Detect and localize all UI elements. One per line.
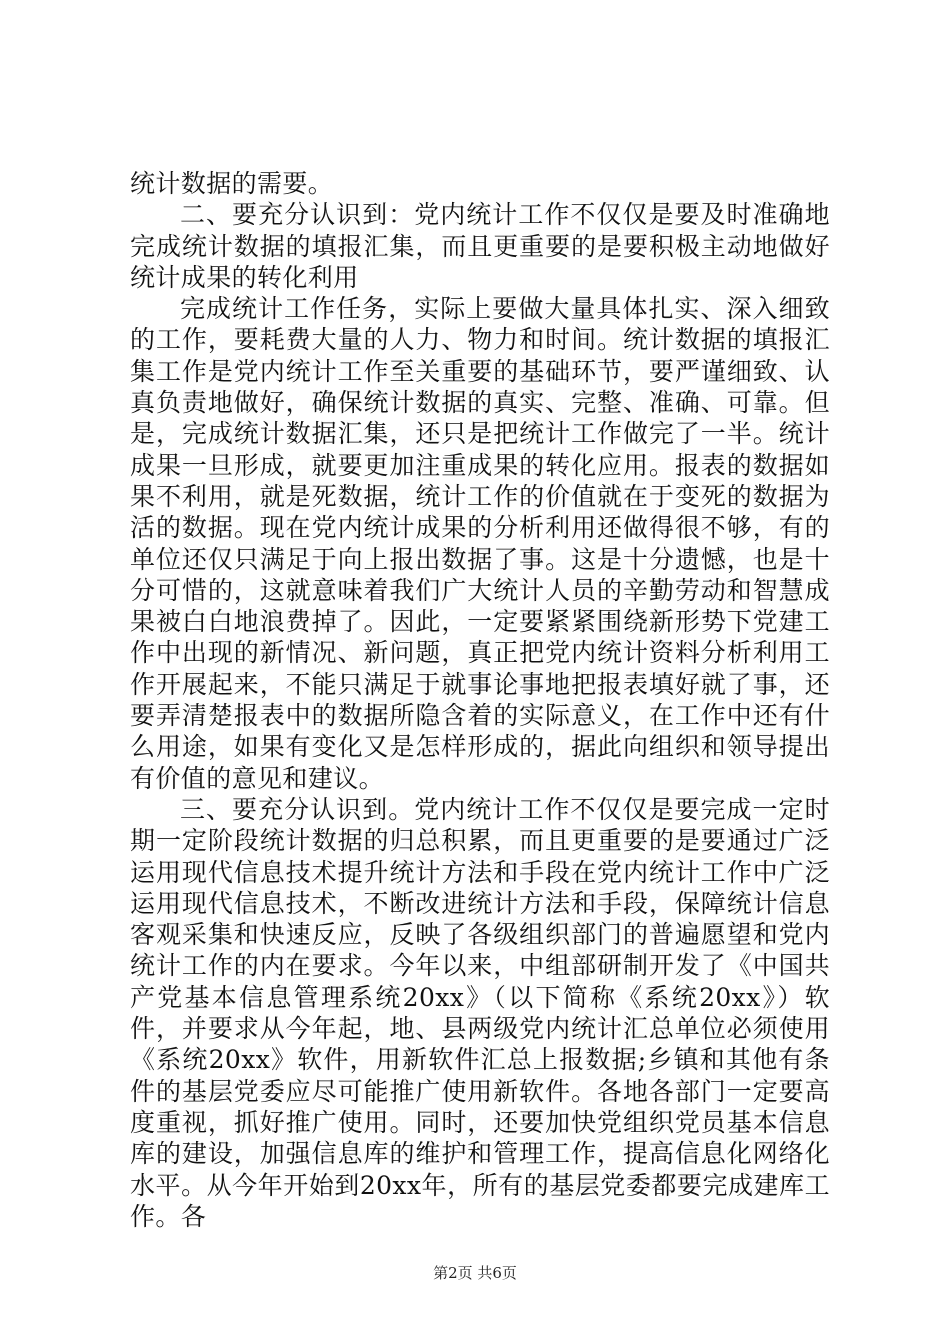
paragraph-section-three: 三、要充分认识到。党内统计工作不仅仅是要完成一定时期一定阶段统计数据的归总积累，而且更重要的是要通过广泛运用现代信息技术提升统计方法和手段在党内统计工作中广泛运用现代信息技术，不断改进统计方法和手段，保障统计信息客观采集和快速反应，反映了各级组织部门的普遍愿望和党内统计工作的内在要求。今年以来，中组部研制开发了《中国共产党基本信息管理系统20xx》（以下简称《系统20xx》）软件，并要求从今年起，地、县两级党内统计汇总单位必须使用《系统20xx》软件，用新软件汇总上报数据;乡镇和其他有条件的基层党委应尽可能推广使用新软件。各地各部门一定要高度重视，抓好推广使用。同时，还要加快党组织党员基本信息库的建设，加强信息库的维护和管理工作，提高信息化网络化水平。从今年开始到20xx年，所有的基层党委都要完成建库工作。各 xyxy=(130,794,830,1231)
paragraph-section-two-heading: 二、要充分认识到：党内统计工作不仅仅是要及时准确地完成统计数据的填报汇集，而且更重要的是要积极主动地做好统计成果的转化利用 xyxy=(130,200,830,292)
paragraph-continuation: 统计数据的需要。 xyxy=(130,169,334,198)
paragraph-section-two-body: 完成统计工作任务，实际上要做大量具体扎实、深入细致的工作，要耗费大量的人力、物力和时间。统计数据的填报汇集工作是党内统计工作至关重要的基础环节，要严谨细致、认真负责地做好，确保统计数据的真实、完整、准确、可靠。但是，完成统计数据汇集，还只是把统计工作做完了一半。统计成果一旦形成，就要更加注重成果的转化应用。报表的数据如果不利用，就是死数据，统计工作的价值就在于变死的数据为活的数据。现在党内统计成果的分析利用还做得很不够，有的单位还仅只满足于向上报出数据了事。这是十分遗憾，也是十分可惜的，这就意味着我们广大统计人员的辛勤劳动和智慧成果被白白地浪费掉了。因此，一定要紧紧围绕新形势下党建工作中出现的新情况、新问题，真正把党内统计资料分析利用工作开展起来，不能只满足于就事论事地把报表填好就了事，还要弄清楚报表中的数据所隐含着的实际意义，在工作中还有什么用途，如果有变化又是怎样形成的，据此向组织和领导提出有价值的意见和建议。 xyxy=(130,294,830,793)
page-number-footer: 第2页 共6页 xyxy=(433,1264,517,1282)
document-body xyxy=(130,168,830,1232)
